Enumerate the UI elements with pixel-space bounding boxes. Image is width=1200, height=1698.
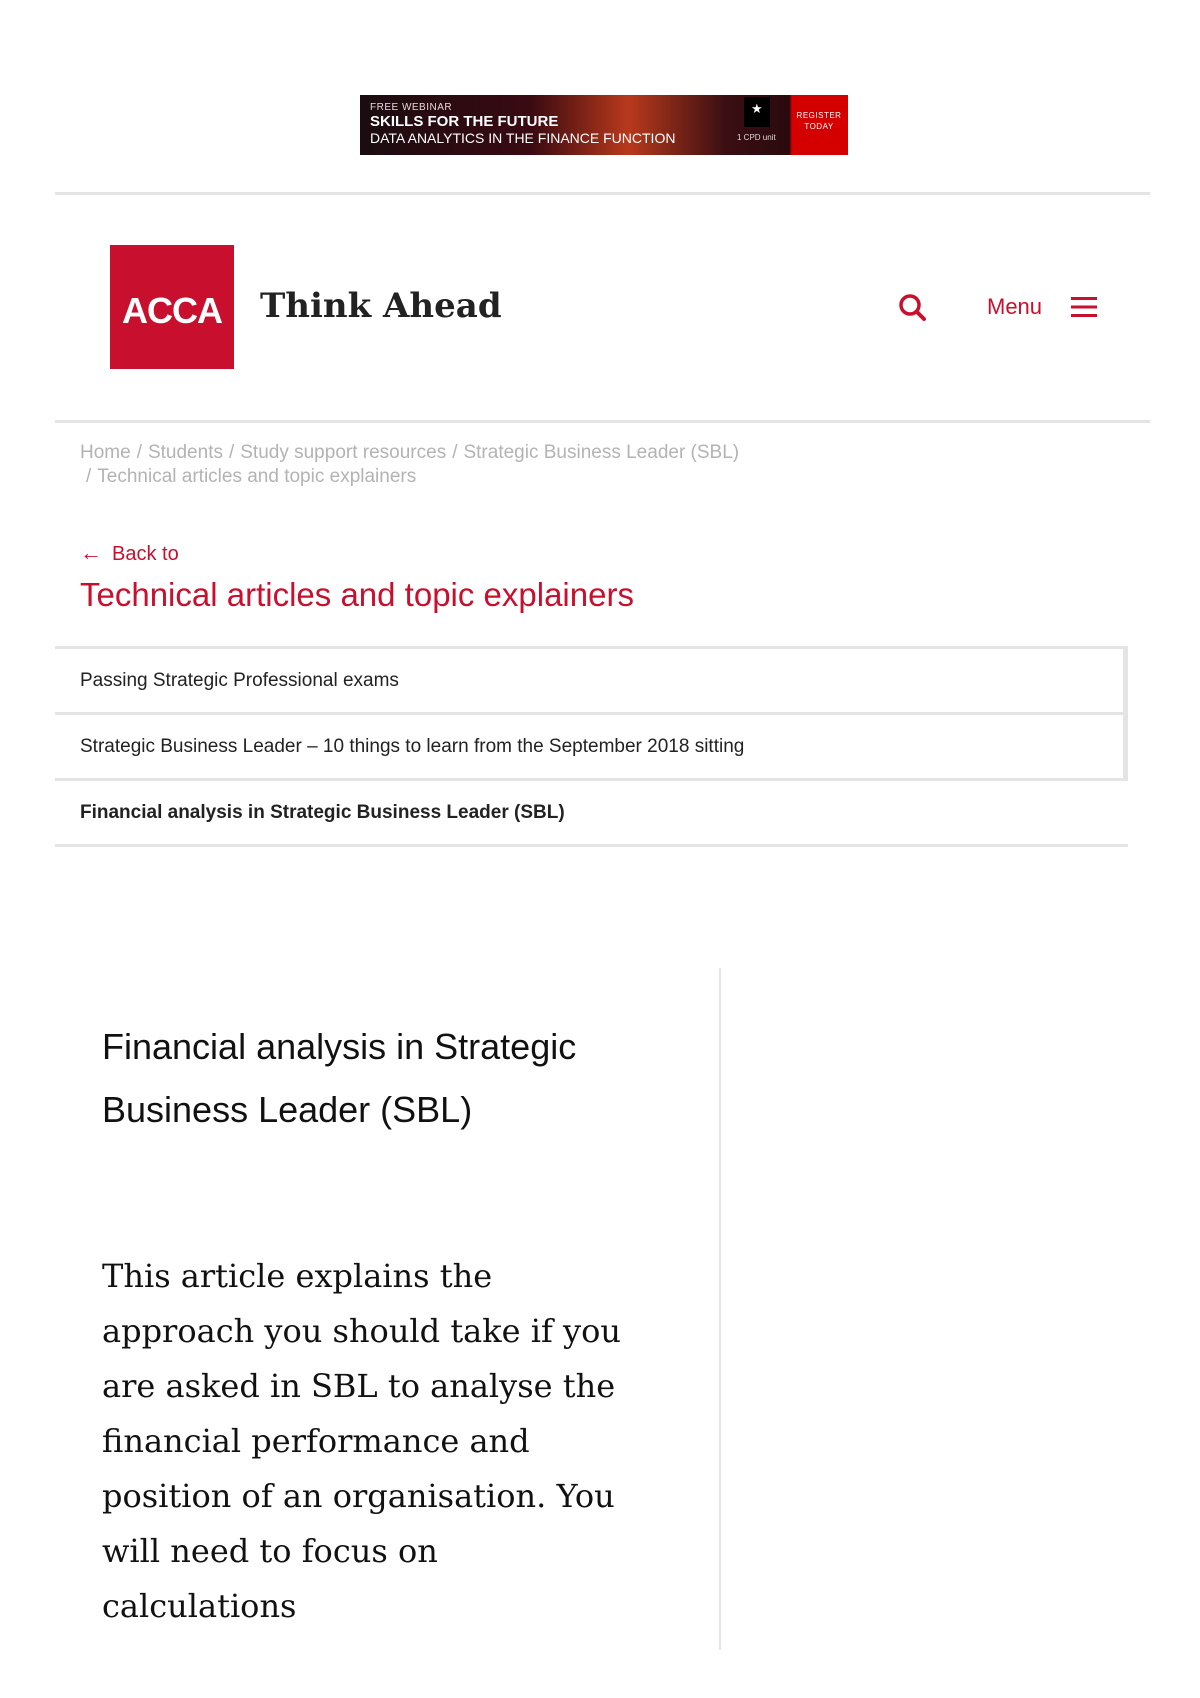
star-icon: ★ [751, 101, 763, 116]
article-list [55, 646, 1128, 847]
breadcrumb-home[interactable]: Home [80, 442, 131, 463]
logo-text: ACCA [122, 290, 222, 331]
search-button[interactable] [897, 292, 929, 324]
tagline: Think Ahead [260, 286, 502, 326]
back-label: Back to [112, 543, 179, 565]
banner-subheadline: DATA ANALYTICS IN THE FINANCE FUNCTION [370, 130, 676, 146]
article-list-item[interactable]: Passing Strategic Professional exams [55, 646, 1128, 712]
hamburger-icon[interactable] [1071, 296, 1097, 318]
arrow-left-icon: ← [80, 540, 102, 565]
header-bottom-divider [55, 420, 1150, 423]
banner-headline: SKILLS FOR THE FUTURE [370, 113, 559, 130]
breadcrumb-sbl[interactable]: Strategic Business Leader (SBL) [463, 442, 740, 463]
breadcrumb-students[interactable]: Students [147, 442, 223, 463]
article-intro: This article explains the approach you should take if you are asked in SBL to analyse the financial performance and position of an organisation. You will need to focus on calculations [102, 1257, 621, 1625]
article-title: Financial analysis in Strategic Business Leader (SBL) [102, 1026, 577, 1130]
breadcrumb-study-support[interactable]: Study support resources [240, 442, 447, 463]
acca-logo[interactable] [110, 245, 234, 369]
search-icon [897, 292, 929, 324]
banner-label: FREE WEBINAR [370, 102, 453, 113]
content-divider [719, 968, 721, 1650]
webinar-banner[interactable] [360, 95, 848, 155]
article-list-item-active[interactable]: Financial analysis in Strategic Business Leader (SBL) [55, 778, 1128, 847]
article-list-item[interactable]: Strategic Business Leader – 10 things to learn from the September 2018 sitting [55, 712, 1128, 778]
back-link[interactable] [80, 540, 179, 566]
breadcrumb: Home / Students / Study support resources / Strategic Business Leader (SBL) / Technical articles and topic explainers [80, 442, 740, 487]
header-top-divider [55, 192, 1150, 195]
breadcrumb-technical-articles[interactable]: Technical articles and topic explainers [97, 466, 417, 487]
cpd-badge [744, 97, 770, 127]
cpd-label: 1 CPD unit [737, 133, 776, 142]
menu-button[interactable]: Menu [987, 294, 1043, 319]
section-title[interactable]: Technical articles and topic explainers [80, 576, 634, 613]
register-button[interactable]: REGISTER TODAY [796, 111, 842, 131]
